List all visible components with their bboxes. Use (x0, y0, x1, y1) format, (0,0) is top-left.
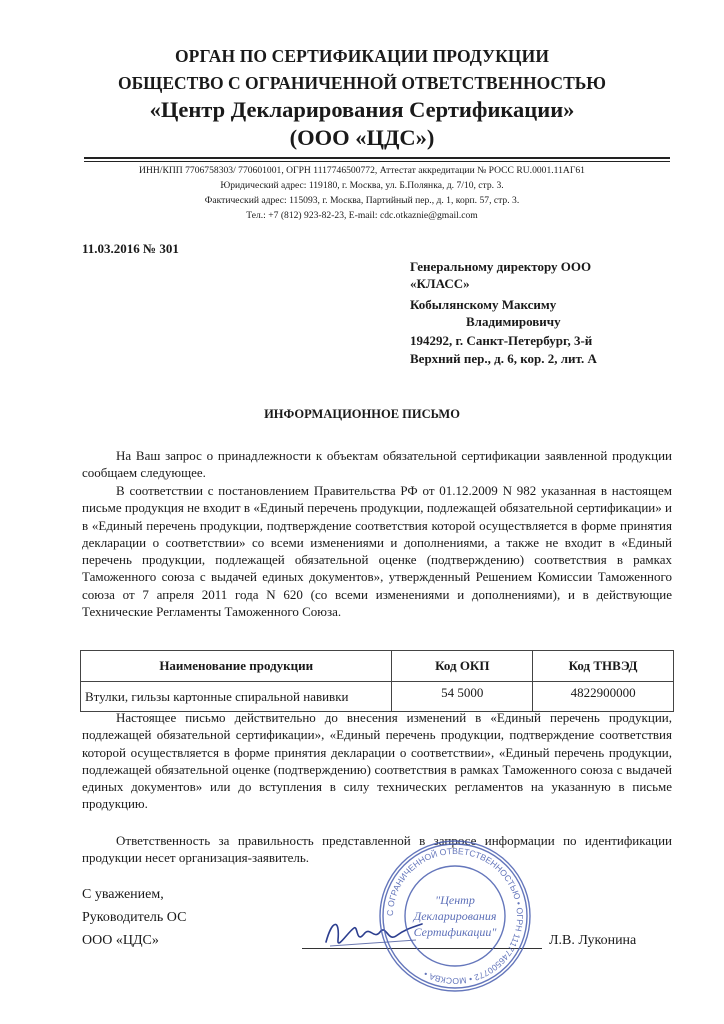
table-cell-okp: 54 5000 (392, 682, 533, 712)
body-paragraph-3: Настоящее письмо действительно до внесения изменений в «Единый перечень продукции, подлежащей обязательной сертификации», «Единый перечень продукции, подтверждение соответствия которой осуществляется в форме принятия декларации о соответствии», «Единый перечень продукции, подлежащей обязательной оценке (подтверждению) соответствия в рамках Таможенного союза с выдачей единых документов» или до вступления в силу технических регламентов на указанную в письме продукцию. (82, 710, 672, 812)
requisites-actual-address: Фактический адрес: 115093, г. Москва, Партийный пер., д. 1, корп. 57, стр. 3. (204, 195, 520, 206)
product-table (80, 650, 674, 712)
closing-regards: С уважением, (82, 887, 164, 902)
addressee-line-3: Кобылянскому Максиму (410, 297, 557, 312)
stamp-ring-text: С ОГРАНИЧЕННОЙ ОТВЕТСТВЕННОСТЬЮ • ОГРН 1117746500772 • МОСКВА • (384, 845, 526, 987)
signer-organization: ООО «ЦДС» (82, 933, 159, 948)
table-header-okp: Код ОКП (392, 651, 533, 682)
stamp-center-line-3: Сертификации" (413, 925, 497, 939)
letter-title: ИНФОРМАЦИОННОЕ ПИСЬМО (264, 407, 460, 421)
requisites-ids: ИНН/КПП 7706758303/ 770601001, ОГРН 1117746500772, Аттестат аккредитации № РОСС RU.0001.11АГ61 (139, 165, 585, 176)
stamp-center-line-2: Декларирования (413, 909, 497, 923)
stamp-center-line-1: "Центр (435, 893, 475, 907)
header-divider-thick (84, 157, 670, 159)
table-cell-tnved: 4822900000 (533, 682, 674, 712)
addressee-line-1: Генеральному директору ООО (410, 259, 592, 274)
table-header-row (81, 651, 674, 682)
requisites-contacts: Тел.: +7 (812) 923-82-23, E-mail: cdc.otkaznie@gmail.com (246, 210, 478, 221)
body-paragraph-2: В соответствии с постановлением Правительства РФ от 01.12.2009 N 982 указанная в настоящем письме продукция не входит в «Единый перечень продукции, подлежащей обязательной сертификации» и в «Единый перечень продукции, подтверждение соответствия которой осуществляется в форме принятия декларации о соответствии» со всеми изменениями и дополнениями, а также не входит в «Единый перечень продукции, подлежащей обязательной оценке (подтверждению) соответствия в рамках Таможенного союза с выдачей единых документов», утвержденный Решением Комиссии Таможенного союза от 7 апреля 2011 года N 620 (со всеми изменениями и дополнениями), и в действующие Технические Регламенты Таможенного Союза. (82, 483, 672, 620)
addressee-line-6: Верхний пер., д. 6, кор. 2, лит. А (410, 351, 597, 366)
organization-stamp-icon (375, 836, 535, 996)
addressee-line-2: «КЛАСС» (410, 276, 470, 291)
organization-name: «Центр Декларирования Сертификации» (149, 97, 575, 122)
signer-position: Руководитель ОС (82, 910, 187, 925)
table-row (81, 682, 674, 712)
addressee-line-5: 194292, г. Санкт-Петербург, 3-й (410, 333, 593, 348)
table-header-product: Наименование продукции (81, 651, 392, 682)
organization-short-name: (ООО «ЦДС») (289, 125, 435, 150)
requisites-legal-address: Юридический адрес: 119180, г. Москва, ул. Б.Полянка, д. 7/10, стр. 3. (220, 180, 504, 191)
table-cell-product: Втулки, гильзы картонные спиральной навивки (81, 682, 392, 712)
header-divider-thin (84, 161, 670, 162)
header-line-2: ОБЩЕСТВО С ОГРАНИЧЕННОЙ ОТВЕТСТВЕННОСТЬЮ (117, 73, 607, 93)
addressee-line-4: Владимировичу (466, 314, 561, 329)
header-line-1: ОРГАН ПО СЕРТИФИКАЦИИ ПРОДУКЦИИ (174, 46, 550, 66)
body-paragraph-4: Ответственность за правильность представленной в запросе информации по идентификации продукции несет организация-заявитель. (82, 833, 672, 866)
letter-date-number: 11.03.2016 № 301 (82, 241, 179, 256)
signer-name: Л.В. Луконина (549, 933, 637, 948)
body-paragraph-1: На Ваш запрос о принадлежности к объектам обязательной сертификации заявленной продукции сообщаем следующее. (82, 448, 672, 481)
table-header-tnved: Код ТНВЭД (533, 651, 674, 682)
